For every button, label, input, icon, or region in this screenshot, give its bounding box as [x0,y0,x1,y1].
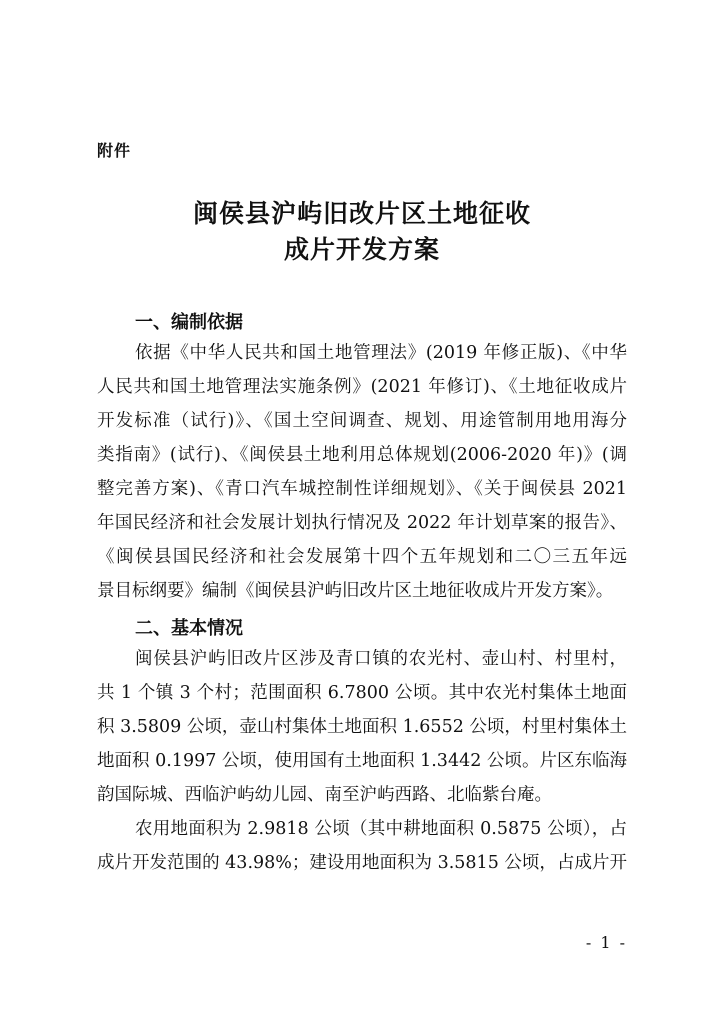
paragraph-line: 整完善方案)、《青口汽车城控制性详细规划》、《关于闽侯县 2021 [97,479,627,499]
section-heading-basis: 一、编制依据 [135,312,243,333]
paragraph-line: 类指南》(试行)、《闽侯县土地利用总体规划(2006-2020 年)》(调 [97,445,627,465]
title-line-1: 闽侯县沪屿旧改片区土地征收 [192,199,531,228]
paragraph-line: 地面积 0.1997 公顷，使用国有土地面积 1.3442 公顷。片区东临海 [97,751,627,771]
paragraph-line: 年国民经济和社会发展计划执行情况及 2022 年计划草案的报告》、 [97,513,627,533]
paragraph-line: 农用地面积为 2.9818 公顷（其中耕地面积 0.5875 公顷），占 [135,819,627,839]
paragraph-line: 成片开发范围的 43.98%；建设用地面积为 3.5815 公顷，占成片开 [97,853,627,873]
page-number: - 1 - [585,933,627,952]
title-line-2: 成片开发方案 [283,235,440,264]
paragraph-line: 景目标纲要》编制《闽侯县沪屿旧改片区土地征收成片开发方案》。 [97,581,614,601]
paragraph-line: 韵国际城、西临沪屿幼儿园、南至沪屿西路、北临紫台庵。 [97,785,552,805]
paragraph-line: 共 1 个镇 3 个村；范围面积 6.7800 公顷。其中农光村集体土地面 [97,683,627,703]
attachment-label: 附件 [97,141,132,160]
paragraph-line: 人民共和国土地管理法实施条例》(2021 年修订)、《土地征收成片 [97,377,627,397]
paragraph-line: 依据《中华人民共和国土地管理法》(2019 年修正版)、《中华 [135,343,627,363]
paragraph-line: 积 3.5809 公顷，壶山村集体土地面积 1.6552 公顷，村里村集体土 [97,717,627,737]
paragraph-line: 《闽侯县国民经济和社会发展第十四个五年规划和二〇三五年远 [97,547,627,567]
section-heading-basic-info: 二、基本情况 [135,618,243,639]
document-title [0,196,724,268]
paragraph-line: 闽侯县沪屿旧改片区涉及青口镇的农光村、壶山村、村里村， [135,649,627,669]
paragraph-line: 开发标准（试行)》、《国土空间调查、规划、用途管制用地用海分 [97,411,627,431]
